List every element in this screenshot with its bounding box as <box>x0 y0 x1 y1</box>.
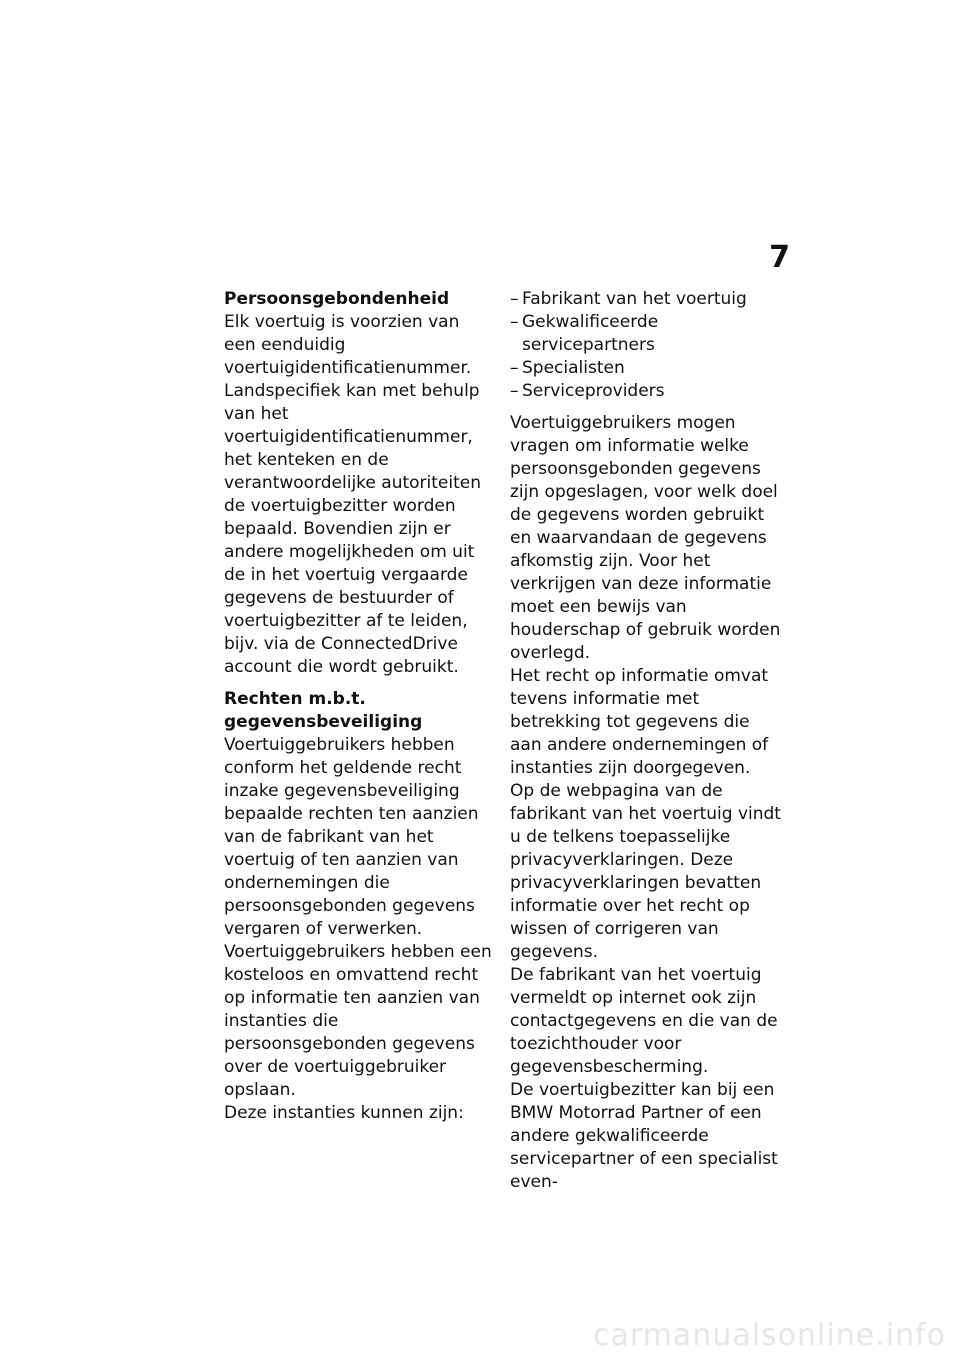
section-body-persoonsgebondenheid: Elk voertuig is voorzien van een eenduidig voertuigidentificatienummer. Landspecifiek kan met behulp van het voertuigidentificatienummer, het kenteken en de verantwoordelijke autoriteiten de voertuigbezitter worden bepaald. Bovendien zijn er andere mogelijkheden om uit de in het voertuig vergaarde gegevens de bestuurder of voertuigbezitter af te leiden, bijv. via de ConnectedDrive account die wordt gebruikt. <box>224 312 482 677</box>
info-scope-paragraph: Het recht op informatie omvat tevens informatie met betrekking tot gegevens die aan andere ondernemingen of instanties zijn doorgegeven. <box>510 666 769 778</box>
rechten-paragraph-1: Voertuiggebruikers hebben conform het geldende recht inzake gegevensbeveiliging bepaalde rechten ten aanzien van de fabrikant van het voertuig of ten aanzien van ondernemingen die persoonsgebonden gegevens vergaren of verwerken. <box>224 735 479 939</box>
left-column <box>224 288 496 1125</box>
right-column <box>510 288 782 1194</box>
section-heading-rechten: Rechten m.b.t. gegevensbeveiliging <box>224 689 423 732</box>
list-item: – Serviceproviders <box>510 380 782 403</box>
rechten-paragraph-2: Voertuiggebruikers hebben een kosteloos en omvattend recht op informatie ten aanzien van instanties die persoonsgebonden gegevens over de voertuiggebruiker opslaan. <box>224 942 492 1100</box>
page-number: 7 <box>769 240 790 275</box>
instances-list <box>510 288 782 403</box>
list-item: – Gekwalificeerde servicepartners <box>510 311 782 357</box>
list-item: – Fabrikant van het voertuig <box>510 288 782 311</box>
watermark: carmanualsonline.info <box>593 1318 946 1353</box>
privacy-statement-paragraph: Op de webpagina van de fabrikant van het voertuig vindt u de telkens toepasselijke privacyverklaringen. Deze privacyverklaringen bevatten informatie over het recht op wissen of corrigeren van gegevens. <box>510 781 781 962</box>
contact-details-paragraph: De fabrikant van het voertuig vermeldt op internet ook zijn contactgegevens en die van de toezichthouder voor gegevensbescherming. <box>510 965 778 1077</box>
vehicle-owner-paragraph: De voertuigbezitter kan bij een BMW Motorrad Partner of een andere gekwalificeerde servicepartner of een specialist even- <box>510 1080 778 1192</box>
list-item: – Specialisten <box>510 357 782 380</box>
section-heading-persoonsgebondenheid: Persoonsgebondenheid <box>224 289 450 309</box>
rechten-paragraph-3: Deze instanties kunnen zijn: <box>224 1103 464 1123</box>
info-request-paragraph: Voertuiggebruikers mogen vragen om informatie welke persoonsgebonden gegevens zijn opgeslagen, voor welk doel de gegevens worden gebruikt en waarvandaan de gegevens afkomstig zijn. Voor het verkrijgen van deze informatie moet een bewijs van houderschap of gebruik worden overlegd. <box>510 413 781 663</box>
